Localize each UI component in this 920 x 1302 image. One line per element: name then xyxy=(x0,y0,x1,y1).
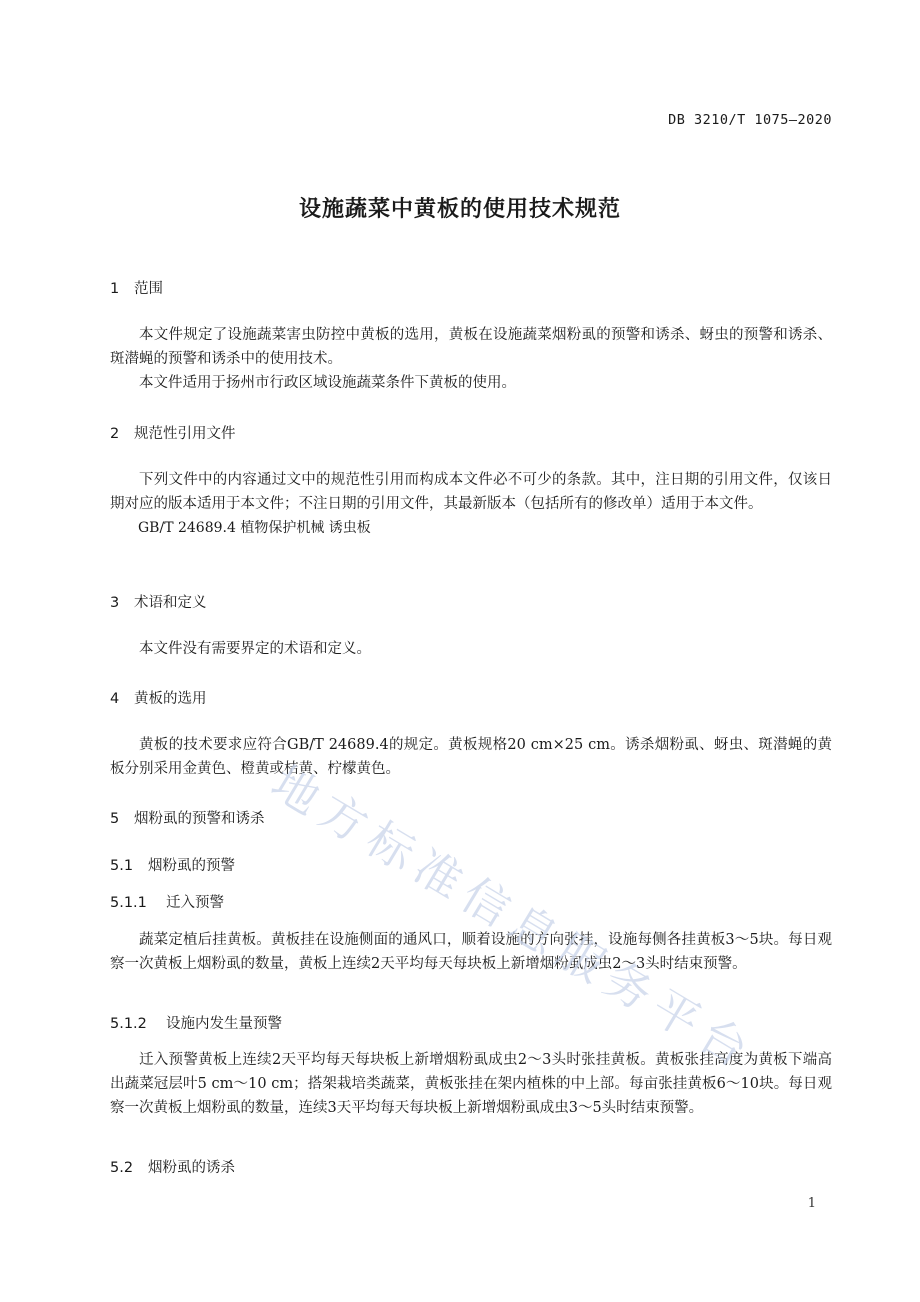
paragraph: 下列文件中的内容通过文中的规范性引用而构成本文件必不可少的条款。其中，注日期的引用文件，仅该日期对应的版本适用于本文件；不注日期的引用文件，其最新版本（包括所有的修改单）适用于本文件。 xyxy=(110,472,832,512)
watermark-glyph: 地 xyxy=(262,755,330,826)
section-5-1-2-heading xyxy=(110,1014,832,1034)
section-number: 5.1 xyxy=(110,858,134,874)
section-title: 设施内发生量预警 xyxy=(166,1016,282,1032)
document-code: DB 3210/T 1075—2020 xyxy=(668,112,832,128)
section-1-heading xyxy=(110,279,832,299)
paragraph: 本文件规定了设施蔬菜害虫防控中黄板的选用，黄板在设施蔬菜烟粉虱的预警和诱杀、蚜虫的预警和诱杀、斑潜蝇的预警和诱杀中的使用技术。 xyxy=(110,327,832,367)
watermark-glyph: 标 xyxy=(357,811,425,882)
section-5-2-heading xyxy=(110,1158,832,1178)
section-5-heading xyxy=(110,809,832,829)
normative-reference: GB/T 24689.4 植物保护机械 诱虫板 xyxy=(138,520,371,536)
section-5-1-2-body xyxy=(110,1048,832,1120)
section-number: 5.1.1 xyxy=(110,895,147,911)
section-title: 规范性引用文件 xyxy=(134,426,236,442)
section-number: 4 xyxy=(110,691,120,707)
section-4-heading xyxy=(110,689,832,709)
section-3-heading xyxy=(110,593,832,613)
paragraph: 本文件适用于扬州市行政区域设施蔬菜条件下黄板的使用。 xyxy=(139,375,516,391)
section-title: 黄板的选用 xyxy=(134,691,207,707)
section-5-1-1-heading xyxy=(110,893,832,913)
watermark-glyph: 准 xyxy=(404,839,473,910)
section-2-body xyxy=(110,468,832,540)
paragraph: 黄板的技术要求应符合GB/T 24689.4的规定。黄板规格20 cm×25 cm。诱杀烟粉虱、蚜虫、斑潜蝇的黄板分别采用金黄色、橙黄或桔黄、柠檬黄色。 xyxy=(110,737,832,777)
section-5-1-heading xyxy=(110,856,832,876)
section-title: 范围 xyxy=(134,281,163,297)
watermark-glyph: 务 xyxy=(594,951,663,1022)
paragraph: 蔬菜定植后挂黄板。黄板挂在设施侧面的通风口，顺着设施的方向张挂，设施每侧各挂黄板3～5块。每日观察一次黄板上烟粉虱的数量，黄板上连续2天平均每天每块板上新增烟粉虱成虫2～3头时结束预警。 xyxy=(110,932,832,972)
document-title: 设施蔬菜中黄板的使用技术规范 xyxy=(298,197,621,222)
section-title: 烟粉虱的预警 xyxy=(148,858,235,874)
section-number: 5.1.2 xyxy=(110,1016,147,1032)
watermark-glyph: 方 xyxy=(309,783,378,854)
section-number: 5 xyxy=(110,811,120,827)
section-number: 1 xyxy=(110,281,120,297)
watermark-glyph: 息 xyxy=(499,895,568,966)
section-number: 3 xyxy=(110,595,120,611)
watermark-glyph: 台 xyxy=(689,1007,758,1078)
section-4-body xyxy=(110,733,832,781)
paragraph: 本文件没有需要界定的术语和定义。 xyxy=(139,641,371,657)
section-number: 5.2 xyxy=(110,1160,134,1176)
section-number: 2 xyxy=(110,426,120,442)
section-title: 术语和定义 xyxy=(134,595,207,611)
paragraph: 迁入预警黄板上连续2天平均每天每块板上新增烟粉虱成虫2～3头时张挂黄板。黄板张挂高度为黄板下端高出蔬菜冠层叶5 cm～10 cm；搭架栽培类蔬菜，黄板张挂在架内植株的中上部。每亩张挂黄板6～10块。每日观察一次黄板上烟粉虱的数量，连续3天平均每天每块板上新增烟粉虱成虫3～5头时结束预警。 xyxy=(110,1052,832,1116)
page-number: 1 xyxy=(807,1196,816,1211)
section-title: 烟粉虱的诱杀 xyxy=(148,1160,235,1176)
section-2-heading xyxy=(110,424,832,444)
section-1-body xyxy=(110,323,832,395)
section-5-1-1-body xyxy=(110,928,832,976)
section-title: 迁入预警 xyxy=(166,895,224,911)
watermark-glyph: 平 xyxy=(642,979,710,1050)
section-title: 烟粉虱的预警和诱杀 xyxy=(134,811,265,827)
watermark-glyph: 信 xyxy=(452,867,520,938)
section-3-body xyxy=(110,637,832,661)
watermark-glyph: 服 xyxy=(547,923,615,994)
